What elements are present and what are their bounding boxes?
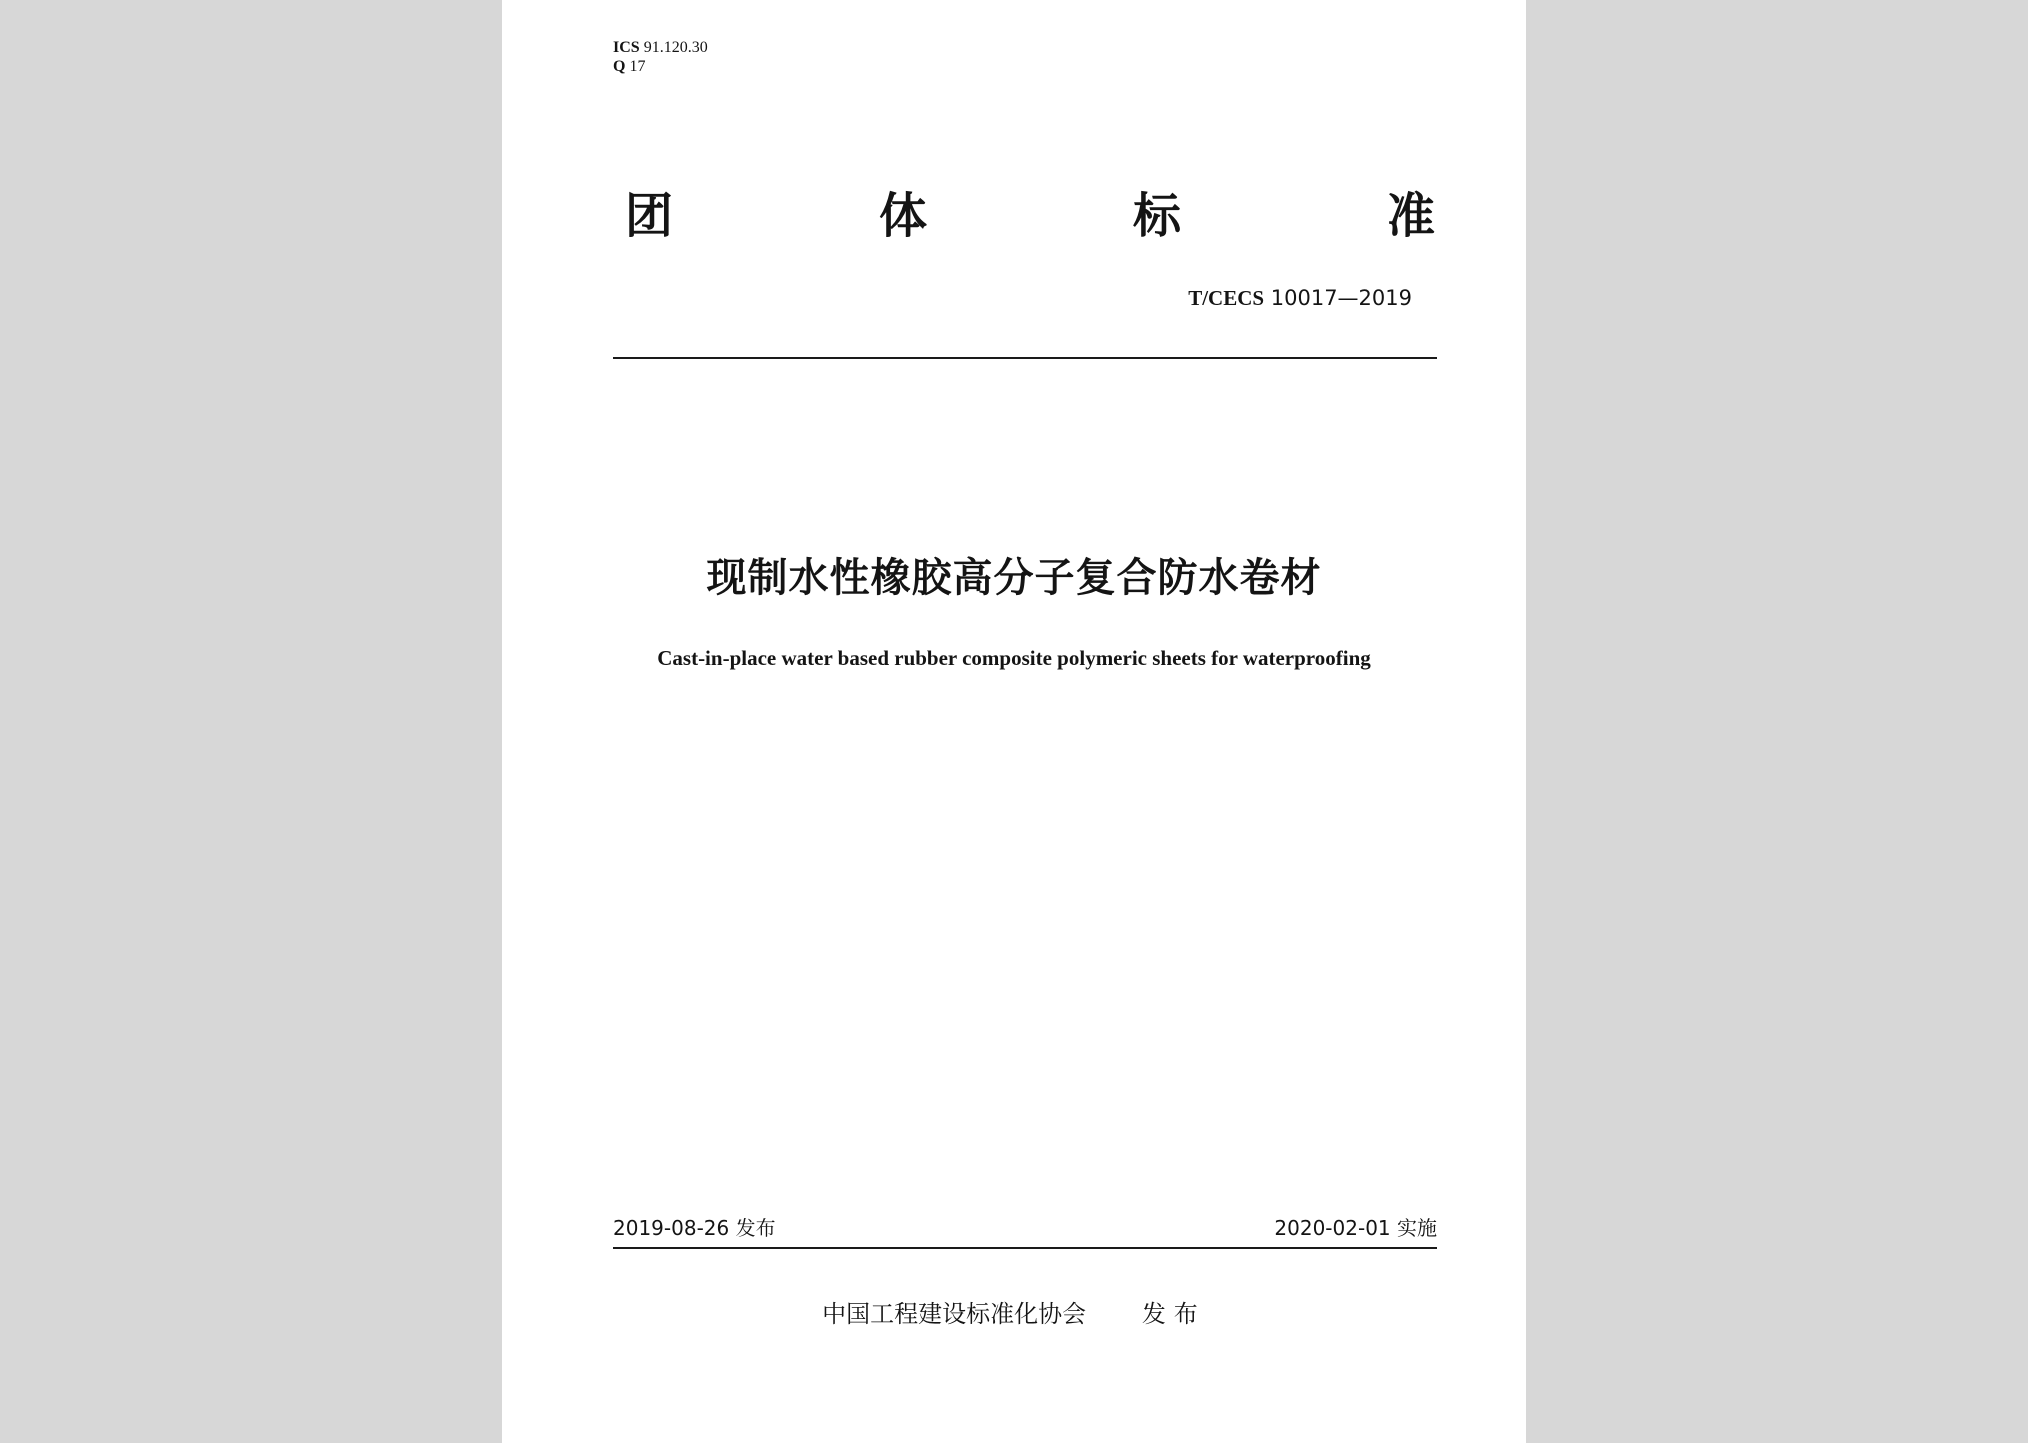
top-divider (613, 357, 1437, 359)
issue-date-value: 2019-08-26 (613, 1216, 730, 1240)
title-chinese: 现制水性橡胶高分子复合防水卷材 (706, 555, 1322, 601)
ics-label: ICS (613, 39, 640, 56)
standard-type-char: 标 (1132, 188, 1181, 244)
publisher-organization: 中国工程建设标准化协会 (822, 1300, 1087, 1328)
implementation-date-label: 实施 (1397, 1216, 1437, 1240)
ics-line (613, 38, 708, 57)
ccs-code: 17 (629, 58, 646, 75)
standard-number (1188, 285, 1412, 311)
standard-type-char: 准 (1386, 188, 1435, 244)
title-english: Cast-in-place water based rubber composite polymeric sheets for waterproofing (657, 646, 1371, 670)
bottom-divider (613, 1247, 1437, 1249)
publisher-line (502, 1299, 1526, 1329)
issue-date-label: 发布 (735, 1216, 776, 1240)
document-page (502, 0, 1526, 1443)
ccs-line (613, 57, 708, 76)
implementation-date-value: 2020-02-01 (1274, 1216, 1391, 1240)
implementation-date (1274, 1215, 1437, 1241)
ics-code: 91.120.30 (643, 39, 708, 56)
standard-type-heading (625, 186, 1435, 246)
issue-date (613, 1215, 776, 1241)
standard-type-char: 体 (878, 188, 927, 244)
standard-number-prefix: T/CECS (1188, 286, 1265, 310)
standard-type-char: 团 (625, 188, 674, 244)
publisher-action: 发布 (1141, 1300, 1206, 1328)
ccs-label: Q (613, 58, 626, 75)
standard-number-value: 10017—2019 (1270, 286, 1412, 310)
classification-codes (613, 38, 708, 76)
